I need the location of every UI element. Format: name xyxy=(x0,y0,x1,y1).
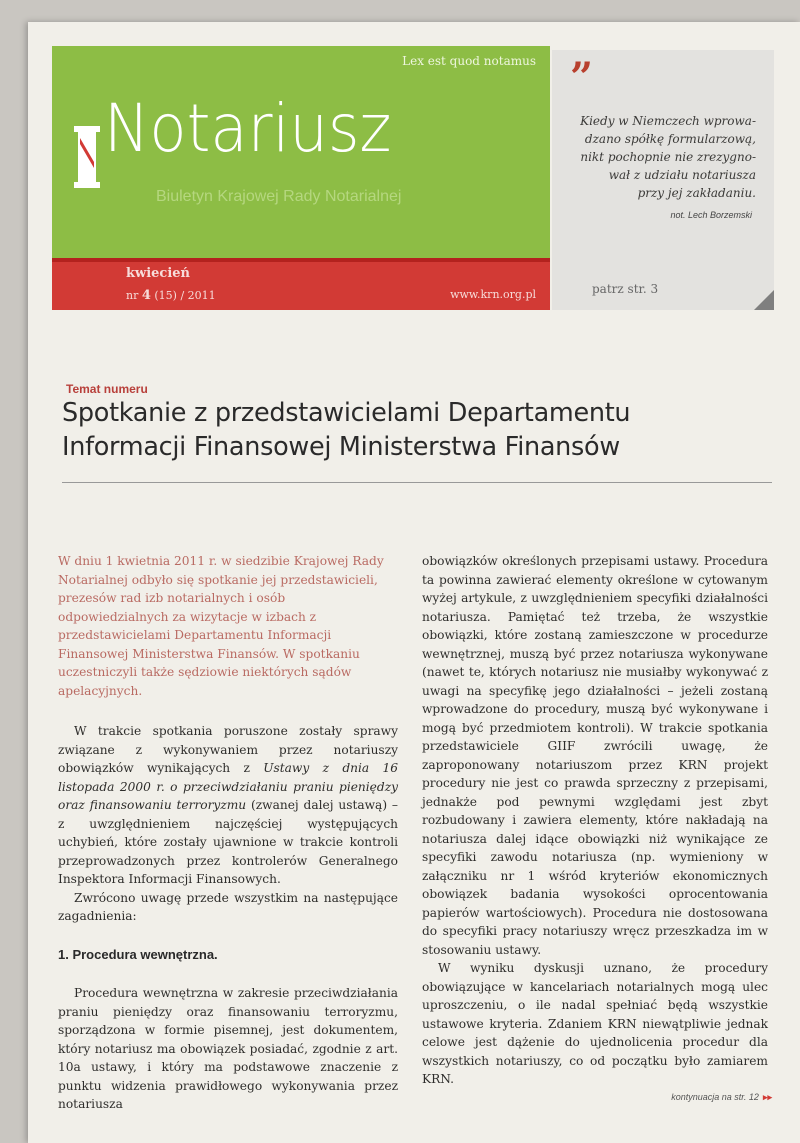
masthead-title: Notariusz xyxy=(104,90,392,167)
issue-number-suffix: (15) / 2011 xyxy=(150,289,216,302)
article-subheading: 1. Procedura wewnętrzna. xyxy=(58,946,218,962)
quote-page-ref: patrz str. 3 xyxy=(592,282,659,296)
masthead-subtitle: Biuletyn Krajowej Rady Notarialnej xyxy=(156,188,402,205)
section-label: Temat numeru xyxy=(66,382,148,396)
paragraph-text: (zwanej dalej ustawą) – z uwzględnieniem najczęściej występujących uchybień, które zostały ujawnione w trakcie kontroli przeprowadzonych przez kontrolerów Generalnego Inspektora Informacji Finansowych. xyxy=(58,798,399,886)
corner-triangle-icon xyxy=(754,290,774,310)
headline-divider xyxy=(62,482,772,483)
issue-number-prefix: nr xyxy=(126,289,142,302)
article-paragraph: obowiązków określonych przepisami ustawy. Procedura ta powinna zawierać elementy określone w cytowanym wyżej artykule, z uwzględnieniem specyfiki działalności notariusza. Pamiętać też trzeba, że wszystkie obowiązki, które zostaną zamieszczone w procedurze wewnętrznej, muszą być przez notariusza wykonywane (nawet te, których notariusz nie musiałby wykonywać z uwagi na specyfikę jego działalności – jeżeli zostaną wprowadzone do procedury, muszą być wykonywane i mogą być przedmiotem kontroli). W trakcie spotkania przedstawiciele GIIF zwrócili uwagę, że zaproponowany notariuszom przez KRN projekt procedury nie jest co prawda sprzeczny z przepisami, jednakże pod pewnymi względami jest zbyt rozbudowany i zawiera elementy, które nakładają na notariusza dalej idące obowiązki niż wynikające ze specyfiki zawodu notariusza (np. wymieniony w załączniku nr 1 wśród kryteriów ekonomicznych obowiązek badania wysokości oprocentowania papierów wartościowych). Procedura nie dostosowana do specyfiki pracy notariuszy wręcz przeszkadza im w stosowaniu ustawy. xyxy=(422,554,768,957)
law-title: Ustawy z dnia 16 listopada 2000 r. o przeciwdziałaniu praniu pieniędzy oraz finansowaniu terroryzmu xyxy=(58,761,398,812)
issue-bar-stripe xyxy=(52,258,550,262)
article-lead: W dniu 1 kwietnia 2011 r. w siedzibie Krajowej Rady Notarialnej odbyło się spotkanie jej przedstawicieli, prezesów rad izb notarialnych i osób odpowiedzialnych za wizytacje w izbach z przedstawicielami Departamentu Informacji Finansowej Ministerstwa Finansów. W spotkaniu uczestniczyli także sędziowie niektórych sądów apelacyjnych. xyxy=(58,554,384,698)
issue-number xyxy=(126,288,216,303)
column-logo-icon xyxy=(74,126,100,188)
issue-bar xyxy=(52,258,550,310)
masthead-motto: Lex est quod notamus xyxy=(402,54,536,68)
double-arrow-icon: ▸▸ xyxy=(762,1092,772,1102)
article-paragraph: Zwrócono uwagę przede wszystkim na następujące zagadnienia: xyxy=(58,890,398,923)
quote-mark-icon: ” xyxy=(570,54,594,101)
issue-number-value: 4 xyxy=(141,288,151,303)
quote-author: not. Lech Borzemski xyxy=(670,210,752,220)
quote-line: wał z udziału notariusza xyxy=(608,168,756,182)
article-paragraph: Procedura wewnętrzna w zakresie przeciwdziałania praniu pieniędzy oraz finansowaniu terroryzmu, sporządzona w formie pisemnej, jest dokumentem, który notariusz ma obowiązek posiadać, zgodnie z art. 10a ustawy, i który ma podstawowe znaczenie z punktu widzenia prawidłowego wykonywania przez notariusza xyxy=(58,986,398,1111)
issue-month: kwiecień xyxy=(126,266,190,281)
quote-line: Kiedy w Niemczech wprowa- xyxy=(580,114,756,128)
newsletter-page xyxy=(28,22,800,1143)
article-column-right xyxy=(422,552,768,1089)
quote-box xyxy=(552,50,774,310)
quote-line: dzano spółkę formularzową, xyxy=(584,132,756,146)
quote-line: nikt pochopnie nie zrezygno- xyxy=(580,150,756,164)
article-headline xyxy=(62,396,782,464)
article-column-left xyxy=(58,552,398,1114)
headline-line: Spotkanie z przedstawicielami Departamentu xyxy=(62,398,631,428)
continuation-link[interactable] xyxy=(671,1092,772,1103)
article-paragraph: W wyniku dyskusji uznano, że procedury obowiązujące w kancelariach notarialnych mogą ulec uproszczeniu, o ile nadal spełniać będą wszystkie ustawowe kryteria. Zdaniem KRN niewątpliwie jednak celowe jest dążenie do ujednolicenia procedur dla wszystkich notariuszy, co od początku było zamiarem KRN. xyxy=(422,961,768,1086)
website-link[interactable]: www.krn.org.pl xyxy=(450,288,536,301)
masthead-banner xyxy=(52,46,550,258)
article-paragraph xyxy=(58,722,398,889)
quote-line: przy jej zakładaniu. xyxy=(637,186,756,200)
continuation-text: kontynuacja na str. 12 xyxy=(671,1092,759,1102)
paragraph-text: W trakcie spotkania poruszone zostały sprawy związane z wykonywaniem przez notariuszy obowiązków wynikających z xyxy=(58,724,398,775)
headline-line: Informacji Finansowej Ministerstwa Finansów xyxy=(62,432,620,462)
quote-text xyxy=(556,112,756,202)
